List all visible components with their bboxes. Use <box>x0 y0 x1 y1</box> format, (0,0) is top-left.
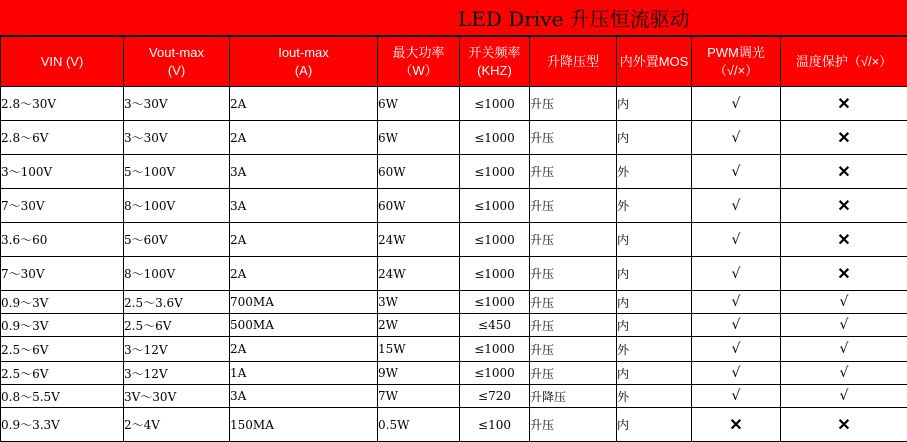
cell-freq[interactable]: ≤1000 <box>460 257 530 291</box>
cell-type[interactable]: 升压 <box>530 362 617 385</box>
cell-pwm[interactable]: √ <box>692 337 781 362</box>
sheet-title: LED Drive 升压恒流驱动 <box>458 4 690 34</box>
cell-power[interactable]: 2W <box>378 314 460 337</box>
table-row <box>1 189 907 223</box>
cell-freq[interactable]: ≤100 <box>460 408 530 442</box>
cell-pwm[interactable]: √ <box>692 121 781 155</box>
cell-type[interactable]: 升压 <box>530 337 617 362</box>
cell-vin[interactable]: 2.5～6V <box>1 362 124 385</box>
header-temp[interactable]: 温度保护（√/×） <box>781 37 907 87</box>
cell-type[interactable]: 升压 <box>530 223 617 257</box>
header-freq[interactable]: 开关频率 (KHZ) <box>460 37 530 87</box>
cell-temp[interactable]: ✕ <box>781 189 907 223</box>
cell-mos[interactable]: 内 <box>617 408 692 442</box>
cell-freq[interactable]: ≤1000 <box>460 291 530 314</box>
cell-pwm[interactable]: √ <box>692 189 781 223</box>
cell-iout[interactable]: 3A <box>230 155 378 189</box>
cell-freq[interactable]: ≤1000 <box>460 362 530 385</box>
cell-mos[interactable]: 内 <box>617 314 692 337</box>
cell-mos[interactable]: 外 <box>617 155 692 189</box>
cell-pwm[interactable]: √ <box>692 385 781 408</box>
cell-freq[interactable]: ≤1000 <box>460 189 530 223</box>
cell-pwm[interactable]: √ <box>692 257 781 291</box>
cell-mos[interactable]: 内 <box>617 362 692 385</box>
cell-iout[interactable]: 2A <box>230 223 378 257</box>
table-row <box>1 385 907 408</box>
cell-iout[interactable]: 2A <box>230 337 378 362</box>
header-row <box>1 37 907 87</box>
table-row <box>1 121 907 155</box>
cell-temp[interactable]: ✕ <box>781 223 907 257</box>
cell-iout[interactable]: 2A <box>230 121 378 155</box>
cell-vout[interactable]: 3～30V <box>124 87 230 121</box>
cell-temp[interactable]: √ <box>781 291 907 314</box>
cell-vout[interactable]: 3～30V <box>124 121 230 155</box>
cell-temp[interactable]: ✕ <box>781 87 907 121</box>
header-pwm[interactable]: PWM调光 （√/×） <box>692 37 781 87</box>
cell-freq[interactable]: ≤1000 <box>460 223 530 257</box>
cell-temp[interactable]: ✕ <box>781 408 907 442</box>
cell-vout[interactable]: 3～12V <box>124 362 230 385</box>
cell-type[interactable]: 升压 <box>530 155 617 189</box>
table-row <box>1 314 907 337</box>
cell-vout[interactable]: 5～60V <box>124 223 230 257</box>
cell-pwm[interactable]: ✕ <box>692 408 781 442</box>
cell-pwm[interactable]: √ <box>692 155 781 189</box>
cell-type[interactable]: 升压 <box>530 121 617 155</box>
cell-power[interactable]: 60W <box>378 155 460 189</box>
cell-power[interactable]: 6W <box>378 87 460 121</box>
cell-vout[interactable]: 2.5～3.6V <box>124 291 230 314</box>
cell-vout[interactable]: 3～12V <box>124 337 230 362</box>
cell-vout[interactable]: 8～100V <box>124 257 230 291</box>
header-iout[interactable]: Iout-max (A) <box>230 37 378 87</box>
cell-freq[interactable]: ≤1000 <box>460 87 530 121</box>
table-row <box>1 257 907 291</box>
cell-pwm[interactable]: √ <box>692 314 781 337</box>
cell-temp[interactable]: √ <box>781 385 907 408</box>
cell-pwm[interactable]: √ <box>692 223 781 257</box>
cell-mos[interactable]: 内 <box>617 291 692 314</box>
title-bar <box>0 0 907 36</box>
cell-type[interactable]: 升降压 <box>530 385 617 408</box>
cell-power[interactable]: 24W <box>378 257 460 291</box>
cell-power[interactable]: 7W <box>378 385 460 408</box>
cell-iout[interactable]: 150MA <box>230 408 378 442</box>
cell-iout[interactable]: 500MA <box>230 314 378 337</box>
cell-type[interactable]: 升压 <box>530 408 617 442</box>
cell-freq[interactable]: ≤1000 <box>460 337 530 362</box>
cell-iout[interactable]: 1A <box>230 362 378 385</box>
header-vin[interactable]: VIN (V) <box>1 37 124 87</box>
cell-mos[interactable]: 外 <box>617 189 692 223</box>
cell-vin[interactable]: 3.6～60 <box>1 223 124 257</box>
cell-iout[interactable]: 3A <box>230 189 378 223</box>
cell-mos[interactable]: 内 <box>617 257 692 291</box>
header-vout[interactable]: Vout-max (V) <box>124 37 230 87</box>
cell-vout[interactable]: 5～100V <box>124 155 230 189</box>
cell-type[interactable]: 升压 <box>530 87 617 121</box>
cell-vout[interactable]: 3V～30V <box>124 385 230 408</box>
cell-temp[interactable]: √ <box>781 337 907 362</box>
cell-temp[interactable]: √ <box>781 362 907 385</box>
cell-mos[interactable]: 内 <box>617 121 692 155</box>
cell-power[interactable]: 15W <box>378 337 460 362</box>
cell-mos[interactable]: 外 <box>617 385 692 408</box>
cell-type[interactable]: 升压 <box>530 257 617 291</box>
cell-type[interactable]: 升压 <box>530 291 617 314</box>
cell-pwm[interactable]: √ <box>692 87 781 121</box>
cell-iout[interactable]: 3A <box>230 385 378 408</box>
header-mos[interactable]: 内外置MOS <box>617 37 692 87</box>
cell-vout[interactable]: 2.5～6V <box>124 314 230 337</box>
cell-type[interactable]: 升压 <box>530 314 617 337</box>
cell-iout[interactable]: 2A <box>230 257 378 291</box>
cell-power[interactable]: 9W <box>378 362 460 385</box>
cell-vin[interactable]: 3～100V <box>1 155 124 189</box>
cell-vin[interactable]: 2.8～6V <box>1 121 124 155</box>
cell-vin[interactable]: 2.8～30V <box>1 87 124 121</box>
cell-vin[interactable]: 7～30V <box>1 257 124 291</box>
cell-freq[interactable]: ≤1000 <box>460 155 530 189</box>
header-type[interactable]: 升降压型 <box>530 37 617 87</box>
cell-power[interactable]: 0.5W <box>378 408 460 442</box>
table-row <box>1 291 907 314</box>
cell-power[interactable]: 24W <box>378 223 460 257</box>
cell-temp[interactable]: ✕ <box>781 257 907 291</box>
cell-temp[interactable]: ✕ <box>781 155 907 189</box>
cell-vin[interactable]: 0.9～3V <box>1 291 124 314</box>
cell-power[interactable]: 6W <box>378 121 460 155</box>
cell-freq[interactable]: ≤720 <box>460 385 530 408</box>
cell-vin[interactable]: 0.8～5.5V <box>1 385 124 408</box>
cell-vin[interactable]: 2.5～6V <box>1 337 124 362</box>
cell-iout[interactable]: 2A <box>230 87 378 121</box>
cell-type[interactable]: 升压 <box>530 189 617 223</box>
table-row <box>1 87 907 121</box>
cell-vout[interactable]: 8～100V <box>124 189 230 223</box>
cell-mos[interactable]: 外 <box>617 337 692 362</box>
cell-mos[interactable]: 内 <box>617 87 692 121</box>
table-row <box>1 223 907 257</box>
cell-temp[interactable]: ✕ <box>781 121 907 155</box>
table-row <box>1 155 907 189</box>
table-row <box>1 408 907 442</box>
cell-freq[interactable]: ≤1000 <box>460 121 530 155</box>
cell-pwm[interactable]: √ <box>692 362 781 385</box>
cell-vin[interactable]: 0.9～3V <box>1 314 124 337</box>
cell-power[interactable]: 3W <box>378 291 460 314</box>
cell-freq[interactable]: ≤450 <box>460 314 530 337</box>
spec-table <box>0 36 907 442</box>
cell-vout[interactable]: 2～4V <box>124 408 230 442</box>
cell-vin[interactable]: 7～30V <box>1 189 124 223</box>
cell-pwm[interactable]: √ <box>692 291 781 314</box>
cell-temp[interactable]: √ <box>781 314 907 337</box>
cell-vin[interactable]: 0.9～3.3V <box>1 408 124 442</box>
cell-iout[interactable]: 700MA <box>230 291 378 314</box>
cell-mos[interactable]: 内 <box>617 223 692 257</box>
table-row <box>1 362 907 385</box>
header-power[interactable]: 最大功率 （W） <box>378 37 460 87</box>
cell-power[interactable]: 60W <box>378 189 460 223</box>
table-row <box>1 337 907 362</box>
